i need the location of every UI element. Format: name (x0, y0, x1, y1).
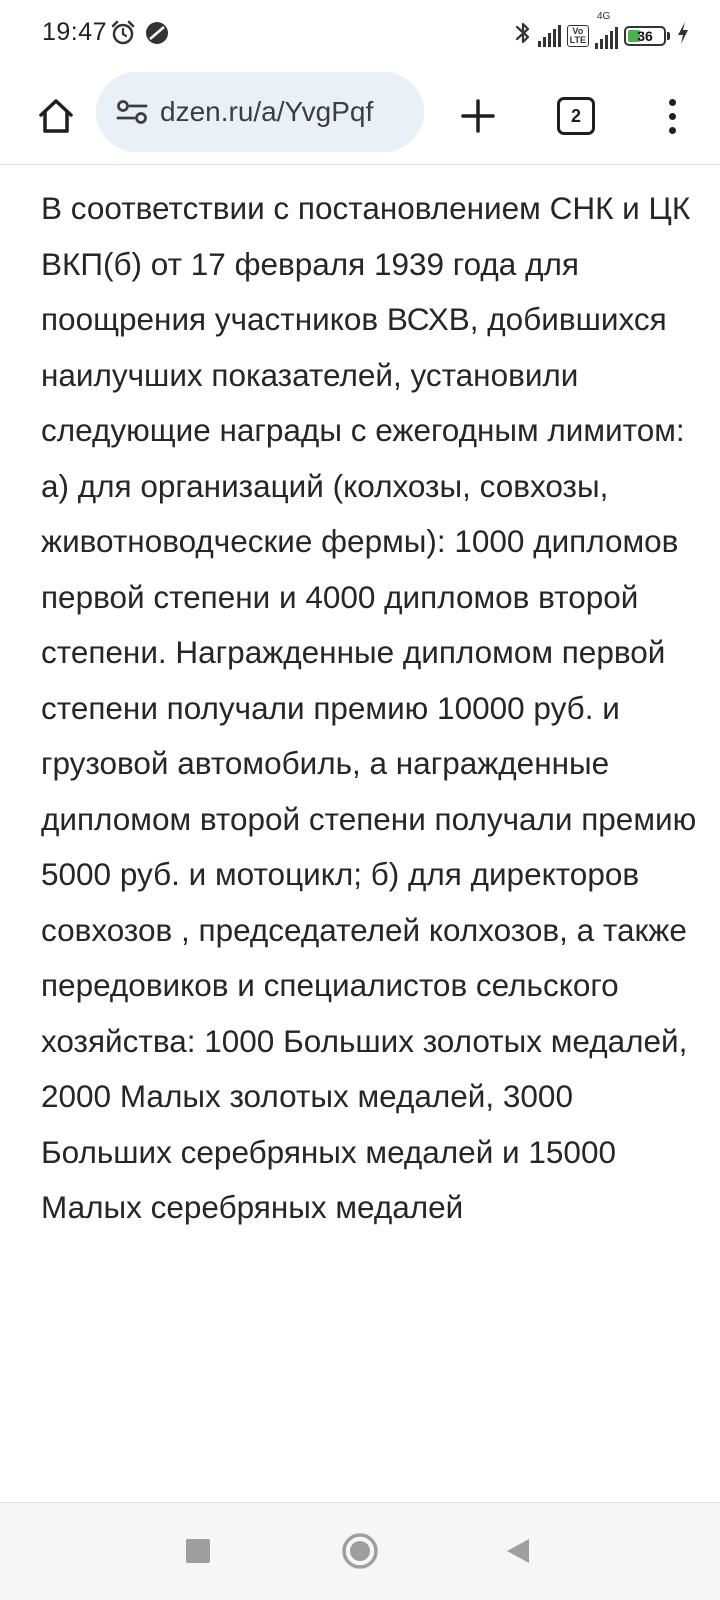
back-triangle-icon (504, 1537, 532, 1565)
recents-button[interactable] (176, 1529, 220, 1573)
home-circle-icon (340, 1531, 380, 1571)
bluetooth-icon (514, 20, 532, 51)
home-icon (36, 96, 76, 136)
url-text[interactable]: dzen.ru/a/YvgPqf (160, 96, 374, 127)
status-bar (0, 0, 720, 68)
battery-icon (624, 26, 670, 46)
article-body (41, 181, 701, 1236)
home-nav-button[interactable] (338, 1529, 382, 1573)
home-button[interactable] (24, 84, 88, 148)
network-type-label: 4G (597, 10, 611, 22)
battery-percent: 36 (637, 27, 653, 44)
tab-count: 2 (570, 105, 581, 126)
back-button[interactable] (496, 1529, 540, 1573)
status-right-icons (514, 10, 690, 51)
more-menu-button[interactable] (640, 84, 704, 148)
signal-icon (538, 25, 561, 47)
new-tab-button[interactable] (446, 84, 510, 148)
status-time: 19:47 (42, 18, 108, 46)
tab-switcher-icon (557, 97, 595, 135)
charging-icon (676, 21, 690, 50)
more-vert-icon (669, 99, 676, 106)
status-left-icons (110, 20, 170, 51)
browser-toolbar (0, 68, 720, 165)
more-vert-icon (669, 127, 676, 134)
volte-icon: Vo LTE (567, 25, 589, 47)
article-paragraph: В соответствии с постановлением СНК и ЦК ВКП(б) от 17 февраля 1939 года для поощрения участников ВСХВ, добившихся наилучших показателей, установили следующие награды с ежегодным лимитом: а) для организаций (колхозы, совхозы, животноводческие фермы): 1000 дипломов первой степени и 4000 дипломов второй степени. Награжденные дипломом первой степени получали премию 10000 руб. и грузовой автомобиль, а награжденные дипломом второй степени получали премию 5000 руб. и мотоцикл; б) для директоров совхозов , председателей колхозов, а также передовиков и специалистов сельского хозяйства: 1000 Больших золотых медалей, 2000 Малых золотых медалей, 3000 Больших серебряных медалей и 15000 Малых серебряных медалей (41, 190, 697, 1225)
signal-icon (595, 27, 618, 49)
url-bar[interactable] (96, 72, 424, 152)
alarm-icon (110, 20, 136, 51)
recents-square-icon (185, 1538, 211, 1564)
site-settings-icon[interactable] (112, 92, 152, 132)
more-vert-icon (669, 113, 676, 120)
system-nav-bar (0, 1503, 720, 1600)
data-saver-icon (144, 20, 170, 51)
plus-icon (460, 98, 496, 134)
network-type-signal (595, 10, 618, 49)
tab-switcher-button[interactable] (544, 84, 608, 148)
